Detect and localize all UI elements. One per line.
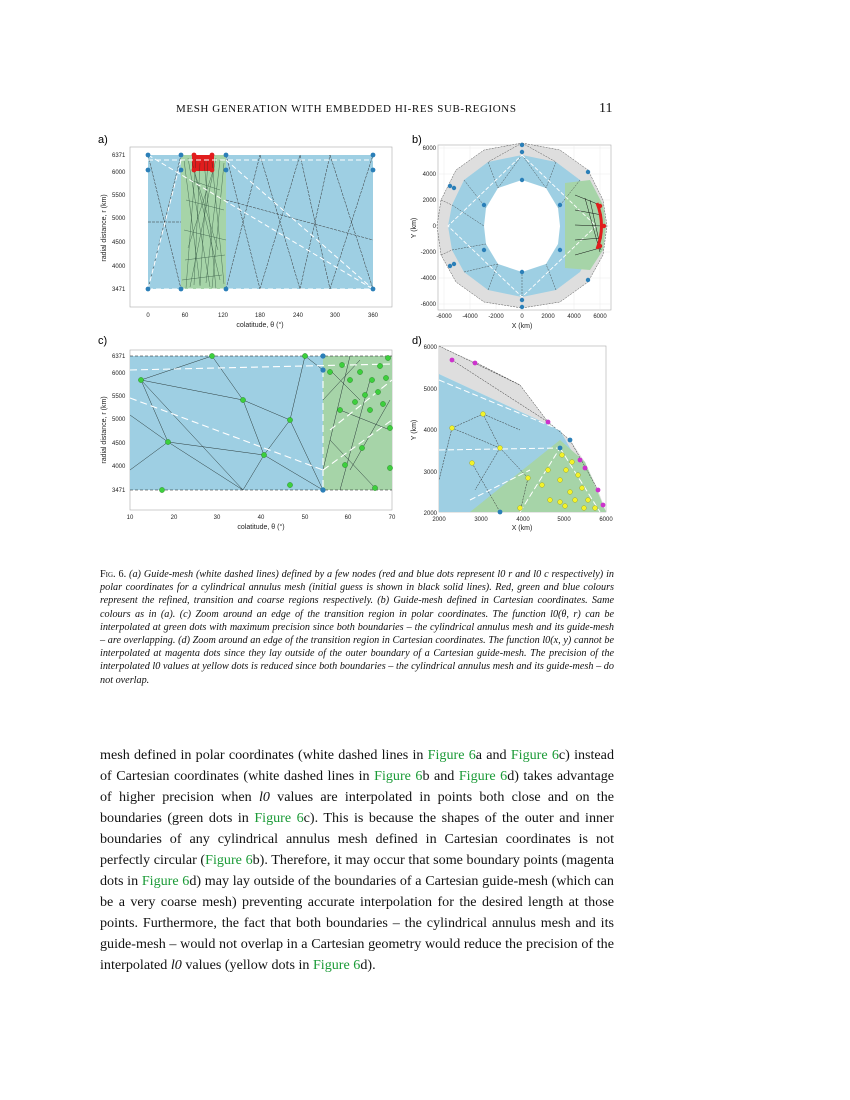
svg-text:50: 50 (301, 515, 309, 521)
panel-b-xticks (436, 314, 607, 320)
svg-text:4000: 4000 (423, 428, 437, 434)
svg-text:4000: 4000 (422, 172, 436, 178)
svg-text:5500: 5500 (112, 394, 126, 400)
panel-c (98, 335, 396, 531)
svg-text:3471: 3471 (112, 287, 126, 293)
body-text: d) may lay outside of the boundaries of a Cartesian guide-mesh (which can be a very coarse mesh) preventing accurate interpolation for the desired length at those points. Furthermore, the fact that both boundaries – the cylindrical annulus mesh and its guide-mesh – would not overlap in a Cartesian geometry would reduce the precision of the interpolated (100, 873, 614, 973)
panel-label-b: b) (412, 134, 422, 146)
transition-region-c (323, 356, 392, 490)
panel-b-xlabel: X (km) (511, 323, 533, 330)
svg-text:4000: 4000 (112, 264, 126, 270)
figure-caption (100, 568, 614, 687)
panel-d-ylabel: Y (km) (411, 419, 418, 441)
panel-a (98, 134, 392, 329)
body-text: a and (475, 747, 511, 763)
figure-link[interactable]: Figure 6 (205, 852, 253, 868)
panel-c-yticks (112, 354, 126, 494)
svg-text:300: 300 (329, 313, 341, 319)
svg-text:-2000: -2000 (420, 250, 436, 256)
svg-text:-6000: -6000 (436, 314, 452, 320)
body-text: b). Therefore, it may occur that some boundary points (magenta dots in (100, 852, 614, 889)
body-text: d) takes advantage of higher precision when (100, 768, 614, 805)
panel-a-ylabel: radial distance, r (km) (101, 194, 108, 262)
svg-text:-4000: -4000 (420, 276, 436, 282)
body-paragraph (100, 745, 614, 976)
body-text: values are interpolated in points both close and on the boundaries (green dots in (100, 789, 614, 826)
svg-text:4000: 4000 (516, 517, 530, 523)
svg-text:40: 40 (257, 515, 265, 521)
svg-text:30: 30 (213, 515, 221, 521)
svg-text:240: 240 (292, 313, 304, 319)
svg-text:3000: 3000 (423, 470, 437, 476)
svg-text:70: 70 (388, 515, 396, 521)
svg-text:-6000: -6000 (420, 302, 436, 308)
svg-text:-4000: -4000 (462, 314, 478, 320)
svg-text:2000: 2000 (541, 314, 555, 320)
figure-link[interactable]: Figure 6 (312, 957, 361, 973)
figure-link[interactable]: Figure 6 (254, 810, 304, 826)
svg-text:3471: 3471 (112, 488, 126, 494)
panel-a-xticks (146, 313, 378, 319)
svg-text:2000: 2000 (432, 517, 446, 523)
svg-text:6000: 6000 (599, 517, 613, 523)
svg-text:3000: 3000 (474, 517, 488, 523)
svg-text:6000: 6000 (112, 371, 126, 377)
svg-text:6000: 6000 (112, 170, 126, 176)
panel-label-c: c) (98, 335, 108, 347)
panel-b-ylabel: Y (km) (411, 217, 418, 239)
body-text: values (yellow dots in (181, 957, 313, 973)
svg-text:5000: 5000 (423, 387, 437, 393)
svg-text:5000: 5000 (112, 216, 126, 222)
running-title: MESH GENERATION WITH EMBEDDED HI-RES SUB-REGIONS (176, 103, 517, 115)
svg-text:4500: 4500 (112, 240, 126, 246)
panel-label-d: d) (412, 335, 422, 347)
svg-text:5000: 5000 (112, 417, 126, 423)
math-l0: l0 (258, 789, 270, 805)
svg-text:5000: 5000 (557, 517, 571, 523)
transition-region (181, 155, 226, 289)
body-text: mesh defined in polar coordinates (white dashed lines in (100, 747, 428, 763)
svg-text:6000: 6000 (593, 314, 607, 320)
panel-label-a: a) (98, 134, 108, 146)
panel-b (411, 134, 611, 330)
svg-text:-2000: -2000 (488, 314, 504, 320)
figure-link[interactable]: Figure 6 (374, 768, 423, 784)
panel-a-xlabel: colatitude, θ (°) (236, 322, 284, 329)
panel-d-xlabel: X (km) (511, 525, 533, 532)
math-l0: l0 (170, 957, 182, 973)
panel-c-xticks (127, 515, 396, 521)
svg-text:20: 20 (170, 515, 178, 521)
panel-c-xlabel: colatitude, θ (°) (237, 524, 285, 531)
caption-text: (a) Guide-mesh (white dashed lines) defined by a few nodes (red and blue dots represent l0 r and l0 c respectively) in polar coordinates for a cylindrical annulus mesh (initial guess is shown in black solid lines). Red, green and blue colours represent the refined, transition and coarse regions respectively. (b) Guide-mesh defined in Cartesian coordinates. Same colours as in (a). (c) Zoom around an edge of the transition region in polar coordinates. The function l0(θ, r) can be interpolated at green dots with maximum precision since both boundaries – the cylindrical annulus mesh and its guide-mesh – are overlapping. (d) Zoom around an edge of the transition region in Cartesian coordinates. The function l0(x, y) cannot be interpolated at magenta dots since they lay outside of the outer boundary of a Cartesian guide-mesh. The precision of the interpolated l0 values at yellow dots is reduced since both boundaries – the cylindrical annulus mesh and its guide-mesh – do not overlap. (100, 569, 614, 686)
inner-hole (484, 180, 560, 272)
svg-text:120: 120 (217, 313, 229, 319)
panel-d-xticks (432, 517, 613, 523)
svg-text:0: 0 (432, 224, 436, 230)
svg-text:4000: 4000 (112, 464, 126, 470)
svg-text:0: 0 (520, 314, 524, 320)
figure-link[interactable]: Figure 6 (510, 747, 559, 763)
figure-link[interactable]: Figure 6 (141, 873, 190, 889)
svg-text:5500: 5500 (112, 193, 126, 199)
caption-lead: Fig. 6. (100, 569, 127, 580)
svg-text:6371: 6371 (112, 354, 126, 360)
figure-link[interactable]: Figure 6 (427, 747, 476, 763)
svg-text:4000: 4000 (567, 314, 581, 320)
panel-d (411, 335, 613, 532)
svg-text:2000: 2000 (422, 198, 436, 204)
page-number: 11 (599, 101, 613, 116)
svg-text:180: 180 (254, 313, 266, 319)
figure-link[interactable]: Figure 6 (458, 768, 508, 784)
svg-text:2000: 2000 (423, 511, 437, 517)
svg-text:6000: 6000 (423, 345, 437, 351)
body-text: c). This is because the shapes of the outer and inner boundaries of any cylindrical annulus mesh defined in Cartesian coordinates is not perfectly circular ( (100, 810, 614, 868)
body-text: d). (360, 957, 376, 973)
svg-text:10: 10 (126, 515, 134, 521)
svg-text:6000: 6000 (422, 146, 436, 152)
svg-text:60: 60 (344, 515, 352, 521)
svg-text:4500: 4500 (112, 441, 126, 447)
svg-text:360: 360 (367, 313, 379, 319)
panel-d-yticks (424, 345, 438, 517)
panel-a-yticks (112, 153, 126, 293)
svg-text:6371: 6371 (112, 153, 126, 159)
body-text: c) instead of Cartesian coordinates (white dashed lines in (100, 747, 614, 784)
panel-b-yticks (421, 146, 437, 308)
body-text: b and (422, 768, 459, 784)
svg-text:60: 60 (181, 313, 189, 319)
svg-text:0: 0 (146, 313, 150, 319)
panel-c-ylabel: radial distance, r (km) (101, 396, 108, 464)
